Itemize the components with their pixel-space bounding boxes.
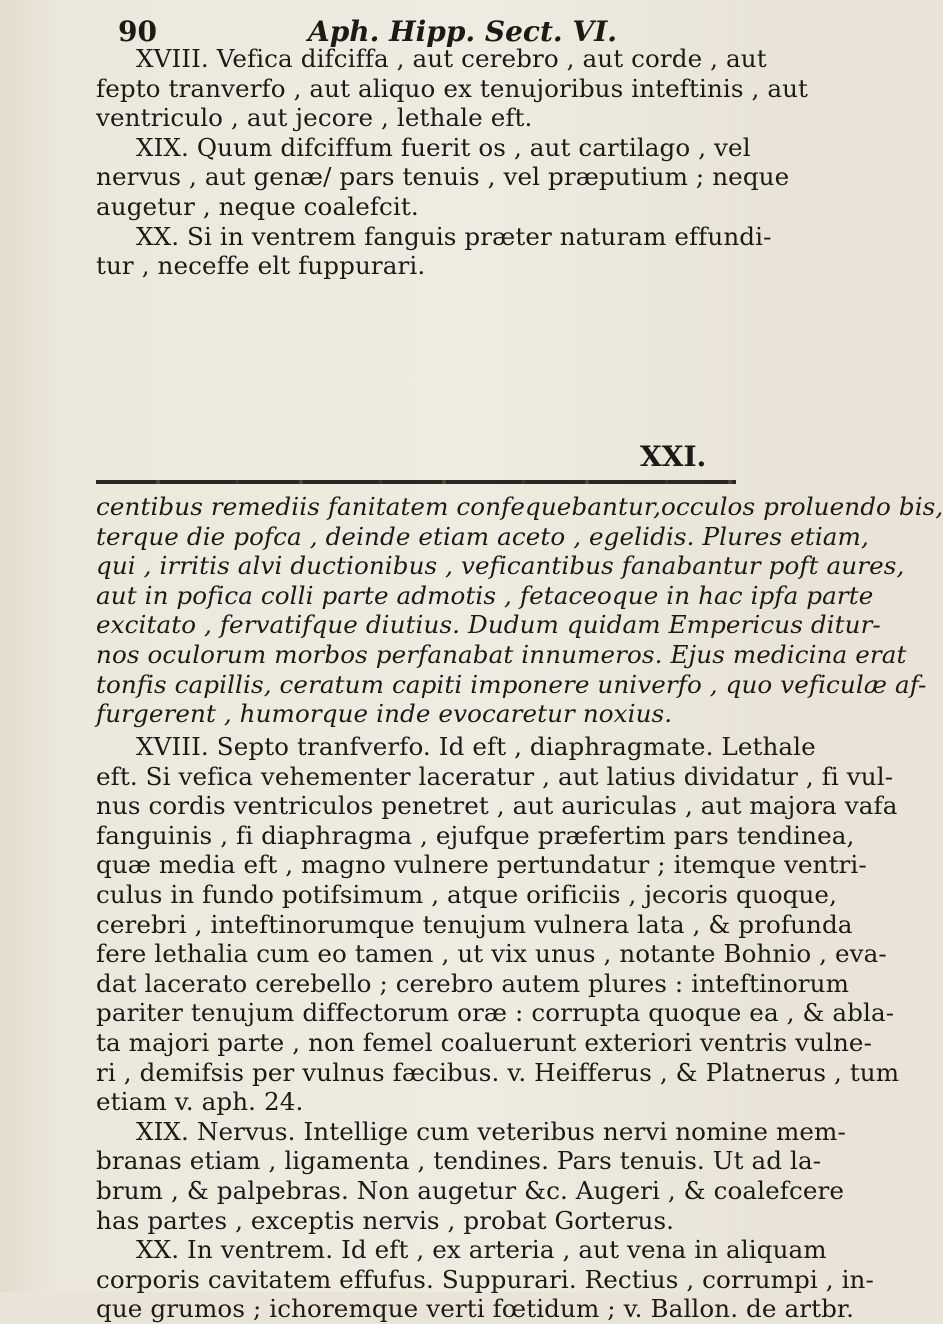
text-line: nos oculorum morbos perfanabat innumeros. Ejus medicina erat	[96, 639, 907, 669]
text-line: que grumos ; ichoremque verti fœtidum ; v. Ballon. de artbr.	[96, 1294, 854, 1324]
text-line: XX. Si in ventrem fanguis præter naturam effundi-	[136, 221, 772, 251]
text-line: XVIII. Vefica difciffa , aut cerebro , aut corde , aut	[136, 44, 767, 73]
running-title: Aph. Hipp. Sect. VI.	[308, 15, 617, 48]
text-line: eft. Si vefica vehementer laceratur , aut latius dividatur , fi vul-	[96, 761, 894, 791]
text-line: XIX. Nervus. Intellige cum veteribus nervi nomine mem-	[136, 1116, 846, 1146]
text-line: cerebri , inteftinorumque tenujum vulnera lata , & profunda	[96, 909, 853, 939]
text-line: ventriculo , aut jecore , lethale eft.	[96, 103, 533, 133]
text-line: etiam v. aph. 24.	[96, 1087, 304, 1117]
text-line: culus in fundo potifsimum , atque orificiis , jecoris quoque,	[96, 879, 837, 909]
aphorism-text	[96, 44, 809, 281]
commentary-text	[96, 732, 900, 1324]
text-line: dat lacerato cerebello ; cerebro autem plures : inteftinorum	[96, 968, 849, 998]
text-line: fere lethalia cum eo tamen , ut vix unus , notante Bohnio , eva-	[96, 939, 887, 969]
text-line: tur , neceffe elt fuppurari.	[96, 251, 426, 281]
text-line: branas etiam , ligamenta , tendines. Pars tenuis. Ut ad la-	[96, 1146, 822, 1176]
italic-note	[96, 492, 943, 729]
text-line: excitato , fervatifque diutius. Dudum quidam Empericus ditur-	[96, 610, 881, 640]
text-line: quæ media eft , magno vulnere pertundatur ; itemque ventri-	[96, 850, 867, 880]
text-line: nervus , aut genæ/ pars tenuis , vel præputium ; neque	[96, 162, 790, 192]
text-line: fanguinis , fi diaphragma , ejufque præfertim pars tendinea,	[96, 820, 855, 850]
text-line: centibus remediis fanitatem confequebantur,occulos proluendo bis,	[96, 492, 943, 521]
text-line: pariter tenujum diffectorum oræ : corrupta quoque ea , & abla-	[96, 998, 895, 1028]
text-line: nus cordis ventriculos penetret , aut auriculas , aut majora vafa	[96, 791, 898, 821]
text-line: XX. In ventrem. Id eft , ex arteria , aut vena in aliquam	[136, 1235, 827, 1265]
text-line: aut in pofica colli parte admotis , fetaceoque in hac ipfa parte	[96, 580, 874, 610]
section-heading: XXI.	[640, 440, 707, 473]
text-line: qui , irritis alvi ductionibus , veficantibus fanabantur poft aures,	[96, 551, 905, 581]
text-line: XIX. Quum difciffum fuerit os , aut cartilago , vel	[136, 132, 751, 162]
text-line: furgerent , humorque inde evocaretur noxius.	[96, 699, 673, 729]
text-line: fepto tranverfo , aut aliquo ex tenujoribus inteftinis , aut	[96, 73, 809, 103]
text-line: XVIII. Septo tranfverfo. Id eft , diaphragmate. Lethale	[136, 732, 816, 761]
text-line: ri , demifsis per vulnus fæcibus. v. Heifferus , & Platnerus , tum	[96, 1057, 900, 1087]
text-line: ta majori parte , non femel coaluerunt exteriori ventris vulne-	[96, 1027, 872, 1057]
text-line: tonfis capillis, ceratum capiti imponere univerfo , quo veficulæ af-	[96, 669, 927, 699]
text-line: brum , & palpebras. Non augetur &c. Augeri , & coalefcere	[96, 1175, 844, 1205]
text-line: terque die pofca , deinde etiam aceto , egelidis. Plures etiam,	[96, 521, 869, 551]
text-line: corporis cavitatem effufus. Suppurari. Rectius , corrumpi , in-	[96, 1264, 874, 1294]
separator-rule	[96, 480, 736, 484]
text-line: has partes , exceptis nervis , probat Gorterus.	[96, 1205, 675, 1235]
page-number: 90	[118, 15, 157, 48]
text-line: augetur , neque coalefcit.	[96, 191, 419, 221]
